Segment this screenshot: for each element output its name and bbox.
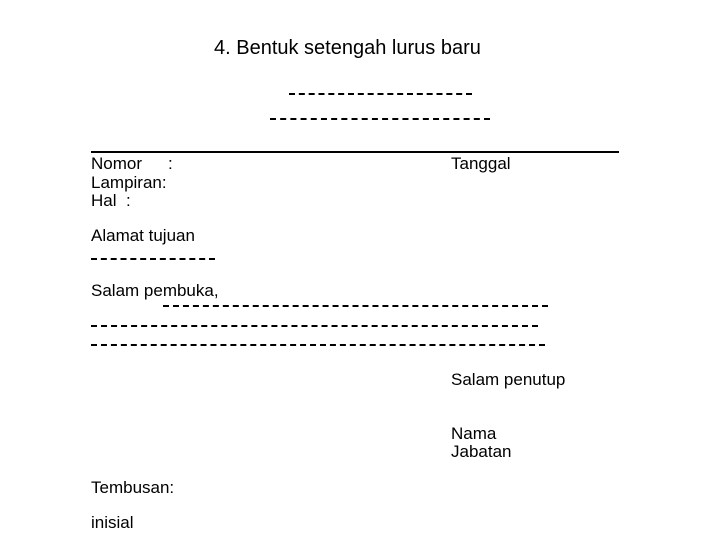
salam-pembuka-label: Salam pembuka, <box>91 281 219 300</box>
alamat-tujuan-label: Alamat tujuan <box>91 226 195 245</box>
body-line-3 <box>91 344 545 346</box>
alamat-tujuan-line <box>91 258 215 260</box>
letterhead-line-2 <box>270 118 490 120</box>
letterhead-rule <box>91 151 619 153</box>
tembusan-label: Tembusan: <box>91 478 175 497</box>
body-line-1 <box>163 305 548 307</box>
tanggal-label: Tanggal <box>451 154 511 173</box>
nama-label: Nama <box>451 424 497 443</box>
body-line-2 <box>91 325 538 327</box>
inisial-label: inisial <box>91 513 134 532</box>
jabatan-label: Jabatan <box>451 442 512 461</box>
letter-title: 4. Bentuk setengah lurus baru <box>214 37 481 59</box>
salam-penutup-label: Salam penutup <box>451 370 566 389</box>
nomor-colon: : <box>168 154 173 173</box>
nomor-label: Nomor <box>91 154 143 173</box>
letterhead-line-1 <box>289 93 472 95</box>
lampiran-label: Lampiran: <box>91 173 167 192</box>
hal-label: Hal : <box>91 191 131 210</box>
